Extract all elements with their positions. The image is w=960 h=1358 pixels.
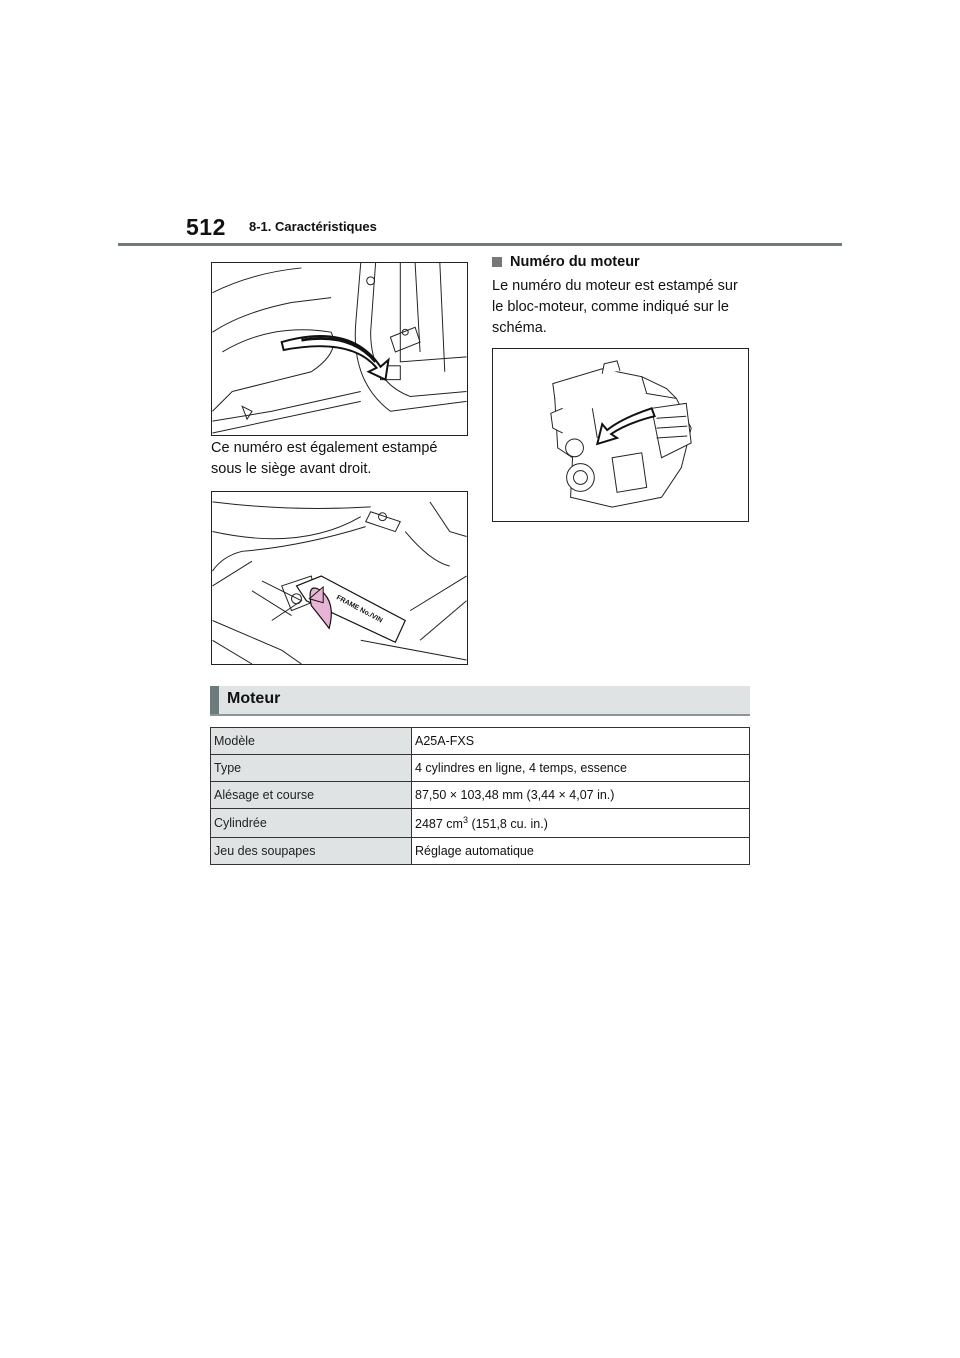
engine-illustration [493,349,748,521]
spec-key: Jeu des soupapes [211,838,412,865]
engine-number-heading [492,254,640,270]
bullet-square-icon [492,257,502,267]
section-title: 8-1. Caractéristiques [249,219,377,234]
section-accent-bar [210,686,219,714]
spec-value: Réglage automatique [412,838,750,865]
frame-label: FRAME No./VIN [335,594,384,625]
engine-section-header [210,686,750,716]
paragraph-line-3: schéma. [492,320,547,336]
spec-value: 4 cylindres en ligne, 4 temps, essence [412,755,750,782]
spec-value: 87,50 × 103,48 mm (3,44 × 4,07 in.) [412,782,750,809]
under-seat-figure [211,491,468,665]
displacement-value: 2487 cm [415,817,463,832]
displacement-exponent: 3 [462,814,468,825]
paragraph-line-2: le bloc-moteur, comme indiqué sur le [492,299,729,315]
spec-key: Cylindrée [211,809,412,838]
displacement-imperial: (151,8 cu. in.) [467,817,548,832]
table-row [211,809,750,838]
page-number: 512 [186,214,226,240]
engine-number-heading-text: Numéro du moteur [510,254,640,270]
engine-figure [492,348,749,522]
spec-key: Type [211,755,412,782]
spec-value: A25A-FXS [412,728,750,755]
table-row [211,728,750,755]
paragraph-line-1: Le numéro du moteur est estampé sur [492,278,738,294]
spec-key: Modèle [211,728,412,755]
door-sill-figure [211,262,468,436]
table-row [211,838,750,865]
caption-line-2: sous le siège avant droit. [211,461,372,477]
engine-number-paragraph [492,276,738,339]
door-sill-illustration [212,263,467,435]
under-seat-illustration [212,492,467,664]
engine-specs-table [210,727,750,865]
table-row [211,755,750,782]
table-row [211,782,750,809]
seat-caption [211,438,438,480]
engine-section-title: Moteur [227,690,281,707]
header-divider [118,243,842,246]
spec-value [412,809,750,838]
spec-key: Alésage et course [211,782,412,809]
caption-line-1: Ce numéro est également estampé [211,440,438,456]
